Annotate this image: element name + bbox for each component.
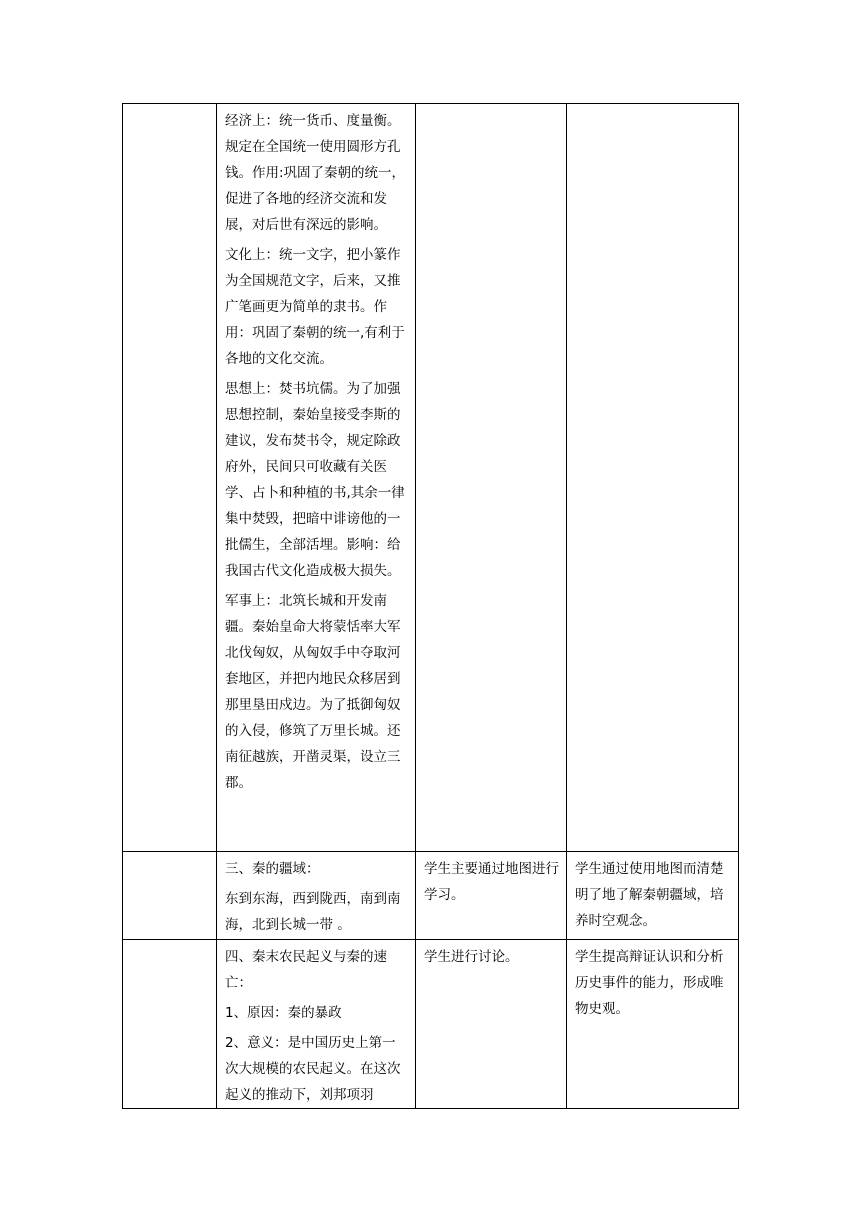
paragraph-significance: 2、意义：是中国历史上第一次大规模的农民起义。在这次起义的推动下，刘邦项羽	[225, 1035, 401, 1103]
content-cell	[217, 940, 416, 1109]
design-intent-cell: 学生通过使用地图而清楚明了地了解秦朝疆域，培养时空观念。	[567, 852, 739, 940]
design-intent-cell	[567, 104, 739, 852]
section-heading-uprising: 四、秦末农民起义与秦的速亡：	[225, 949, 387, 991]
table-row	[123, 940, 739, 1109]
lesson-plan-table	[122, 103, 739, 1109]
content-cell	[217, 104, 416, 852]
table-cell-empty	[123, 940, 217, 1109]
table-row	[123, 104, 739, 852]
student-activity-cell	[416, 104, 567, 852]
paragraph-military: 军事上：北筑长城和开发南疆。秦始皇命大将蒙恬率大军北伐匈奴，从匈奴手中夺取河套地区，并把内地民众移居到那里垦田戍边。为了抵御匈奴的入侵，修筑了万里长城。还南征越族，开凿灵渠，设立三郡。	[225, 593, 401, 791]
table-cell-empty	[123, 852, 217, 940]
table-cell-empty	[123, 104, 217, 852]
design-intent-cell: 学生提高辩证认识和分析历史事件的能力，形成唯物史观。	[567, 940, 739, 1109]
content-cell	[217, 852, 416, 940]
paragraph-culture: 文化上：统一文字，把小篆作为全国规范文字，后来，又推广笔画更为简单的隶书。作用：巩固了秦朝的统一,有利于各地的文化交流。	[225, 247, 405, 367]
paragraph-cause: 1、原因：秦的暴政	[225, 1005, 342, 1021]
table-row	[123, 852, 739, 940]
paragraph-territory: 东到东海，西到陇西，南到南海，北到长城一带 。	[225, 891, 401, 933]
paragraph-economy: 经济上：统一货币、度量衡。规定在全国统一使用圆形方孔钱。作用:巩固了秦朝的统一，促进了各地的经济交流和发展，对后世有深远的影响。	[225, 113, 406, 233]
student-activity-cell: 学生进行讨论。	[416, 940, 567, 1109]
section-heading-territory: 三、秦的疆域：	[225, 861, 320, 877]
paragraph-thought: 思想上：焚书坑儒。为了加强思想控制，秦始皇接受李斯的建议，发布焚书令，规定除政府外，民间只可收藏有关医学、占卜和种植的书,其余一律集中焚毁，把暗中诽谤他的一批儒生，全部活埋。影响：给我国古代文化造成极大损失。	[225, 381, 405, 579]
student-activity-cell: 学生主要通过地图进行学习。	[416, 852, 567, 940]
